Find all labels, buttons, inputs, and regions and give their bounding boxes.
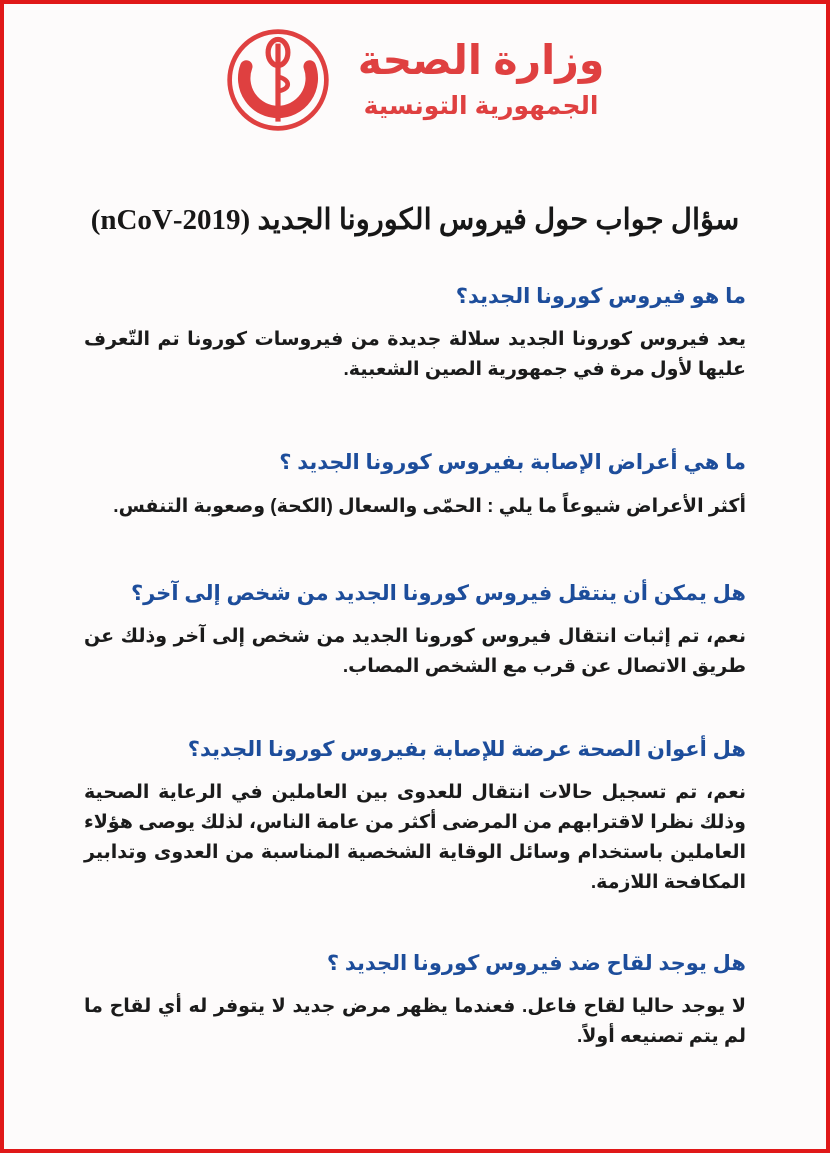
ministry-name: وزارة الصحة: [357, 36, 605, 83]
republic-name: الجمهورية التونسية: [363, 92, 599, 121]
question-heading: ما هو فيروس كورونا الجديد؟: [455, 285, 746, 308]
answer-text: نعم، تم تسجيل حالات انتقال للعدوى بين العاملين في الرعاية الصحية وذلك نظرا لاقترابهم من المرضى أكثر من عامة الناس، لذلك يوصى هؤلاء العاملين باستخدام وسائل الوقاية الشخصية المناسبة من العدوى وتدابير المكافحة اللازمة.: [84, 782, 746, 894]
question-heading: هل أعوان الصحة عرضة للإصابة بفيروس كورونا الجديد؟: [187, 737, 746, 761]
ministry-logo: [4, 28, 826, 132]
answer-text: نعم، تم إثبات انتقال فيروس كورونا الجديد من شخص إلى آخر وذلك عن طريق الاتصال عن قرب مع الشخص المصاب.: [84, 625, 746, 677]
faq-item-health-workers: [84, 736, 746, 898]
crescent-staff-medical-emblem-icon: [226, 28, 330, 132]
faq-content: [4, 283, 826, 1052]
question-heading: هل يوجد لقاح ضد فيروس كورونا الجديد ؟: [326, 952, 746, 976]
ministry-logo-text: [357, 36, 605, 121]
answer-text: لا يوجد حاليا لقاح فاعل. فعندما يظهر مرض جديد لا يتوفر له أي لقاح ما لم يتم تصنيعه أولاً.: [84, 996, 746, 1048]
answer-text: أكثر الأعراض شيوعاً ما يلي : الحمّى والسعال (الكحة) وصعوبة التنفس.: [113, 495, 746, 517]
question-heading: هل يمكن أن ينتقل فيروس كورونا الجديد من شخص إلى آخر؟: [130, 581, 746, 605]
answer-text: يعد فيروس كورونا الجديد سلالة جديدة من فيروسات كورونا تم التّعرف عليها لأول مرة في جمهورية الصين الشعبية.: [84, 329, 746, 381]
faq-item-transmission: [84, 580, 746, 682]
faq-item-symptoms: [84, 449, 746, 521]
faq-item-vaccine: [84, 950, 746, 1052]
question-heading: ما هي أعراض الإصابة بفيروس كورونا الجديد ؟: [279, 451, 746, 475]
page-title: سؤال جواب حول فيروس الكورونا الجديد (2019-nCoV): [90, 204, 740, 236]
faq-item-what-is-virus: [84, 283, 746, 385]
